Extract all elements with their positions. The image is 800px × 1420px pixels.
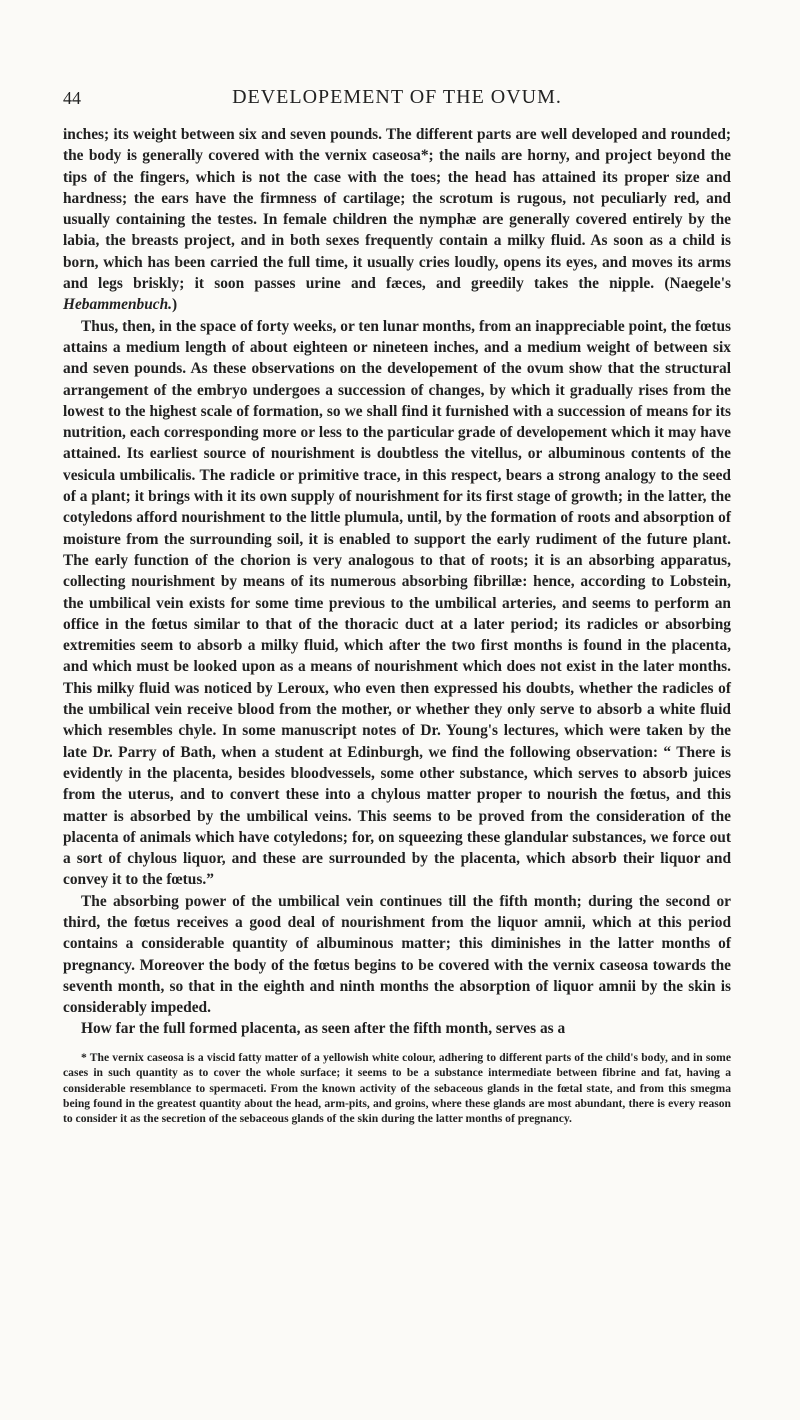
paragraph-4: How far the full formed placenta, as seen after the fifth month, serves as a — [81, 1020, 566, 1038]
body-text — [63, 124, 731, 1040]
book-page — [63, 86, 731, 1127]
paragraph-3: The absorbing power of the umbilical vein continues till the fifth month; during the second or third, the fœtus receives a good deal of nourishment from the liquor amnii, which at this period contains a considerable quantity of albuminous matter; this diminishes in the latter months of pregnancy. Moreover the body of the fœtus begins to be covered with the vernix caseosa towards the seventh month, so that in the eighth and ninth months the absorption of liquor amnii by the skin is considerably impeded. — [63, 892, 731, 1017]
running-head: DEVELOPEMENT OF THE OVUM. — [232, 86, 562, 108]
paragraph-1-italic-title: Hebammenbuch. — [63, 296, 173, 314]
page-header — [63, 86, 731, 116]
paragraph-2: Thus, then, in the space of forty weeks, or ten lunar months, from an inappreciable point, the fœtus attains a medium length of about eighteen or nineteen inches, and a medium weight of between six and seven pounds. As these observations on the developement of the ovum show that the structural arrangement of the embryo undergoes a succession of changes, by which it gradually rises from the lowest to the highest scale of formation, so we shall find it furnished with a succession of means for its nutrition, each corresponding more or less to the particular grade of developement which it may have attained. Its earliest source of nourishment is doubtless the vitellus, or albuminous contents of the vesicula umbilicalis. The radicle or primitive trace, in this respect, bears a strong analogy to the seed of a plant; it brings with it its own supply of nourishment for its first stage of growth; in the latter, the cotyledons afford nourishment to the little plumula, until, by the formation of roots and absorption of moisture from the surrounding soil, it is enabled to support the early rudiment of the future plant. The early function of the chorion is very analogous to that of roots; it is an absorbing apparatus, collecting nourishment by means of its numerous absorbing fibrillæ: hence, according to Lobstein, the umbilical vein exists for some time previous to the umbilical arteries, and seems to perform an office in the fœtus similar to that of the thoracic duct at a later period; its radicles or absorbing extremities seem to absorb a milky fluid, which after the two first months is found in the placenta, and which must be looked upon as a means of nourishment which does not exist in the later months. This milky fluid was noticed by Leroux, who even then expressed his doubts, whether the radicles of the umbilical vein receive blood from the mother, or whether they only serve to absorb a white fluid which resembles chyle. In some manuscript notes of Dr. Young's lectures, which were taken by the late Dr. Parry of Bath, when a student at Edinburgh, we find the following observation: “ There is evidently in the placenta, besides bloodvessels, some other substance, which serves to absorb juices from the uterus, and to convert these into a chylous matter proper to nourish the fœtus, and this matter is absorbed by the umbilical veins. This seems to be proved from the consideration of the placenta of animals which have cotyledons; for, on squeezing these glandular substances, we force out a sort of chylous liquor, and these are surrounded by the placenta, which absorb their liquor and convey it to the fœtus.” — [63, 317, 731, 889]
page-number: 44 — [63, 88, 81, 108]
paragraph-1 — [63, 124, 731, 316]
footnote: * The vernix caseosa is a viscid fatty matter of a yellowish white colour, adhering to different parts of the child's body, and in some cases in such quantity as to cover the whole surface; it seems to be a substance intermediate between fibrine and fat, having a considerable resemblance to spermaceti. From the known activity of the sebaceous glands in the fœtal state, and from this smegma being found in the greatest quantity about the head, arm-pits, and groins, where these glands are most abundant, there is every reason to consider it as the secretion of the sebaceous glands of the skin during the latter months of pregnancy. — [63, 1050, 731, 1126]
paragraph-1-closing: ) — [172, 296, 178, 314]
paragraph-1-text: inches; its weight between six and seven pounds. The different parts are well developed and rounded; the body is generally covered with the vernix caseosa*; the nails are horny, and project beyond the tips of the fingers, which is not the case with the toes; the head has attained its proper size and hardness; the ears have the firmness of cartilage; the scrotum is rugous, not peculiarly red, and usually containing the testes. In female children the nymphæ are generally covered entirely by the labia, the breasts project, and in both sexes frequently contain a milky fluid. As soon as a child is born, which has been carried the full time, it usually cries loudly, opens its eyes, and moves its arms and legs briskly; it soon passes urine and fæces, and greedily takes the nipple. (Naegele's — [63, 126, 731, 293]
